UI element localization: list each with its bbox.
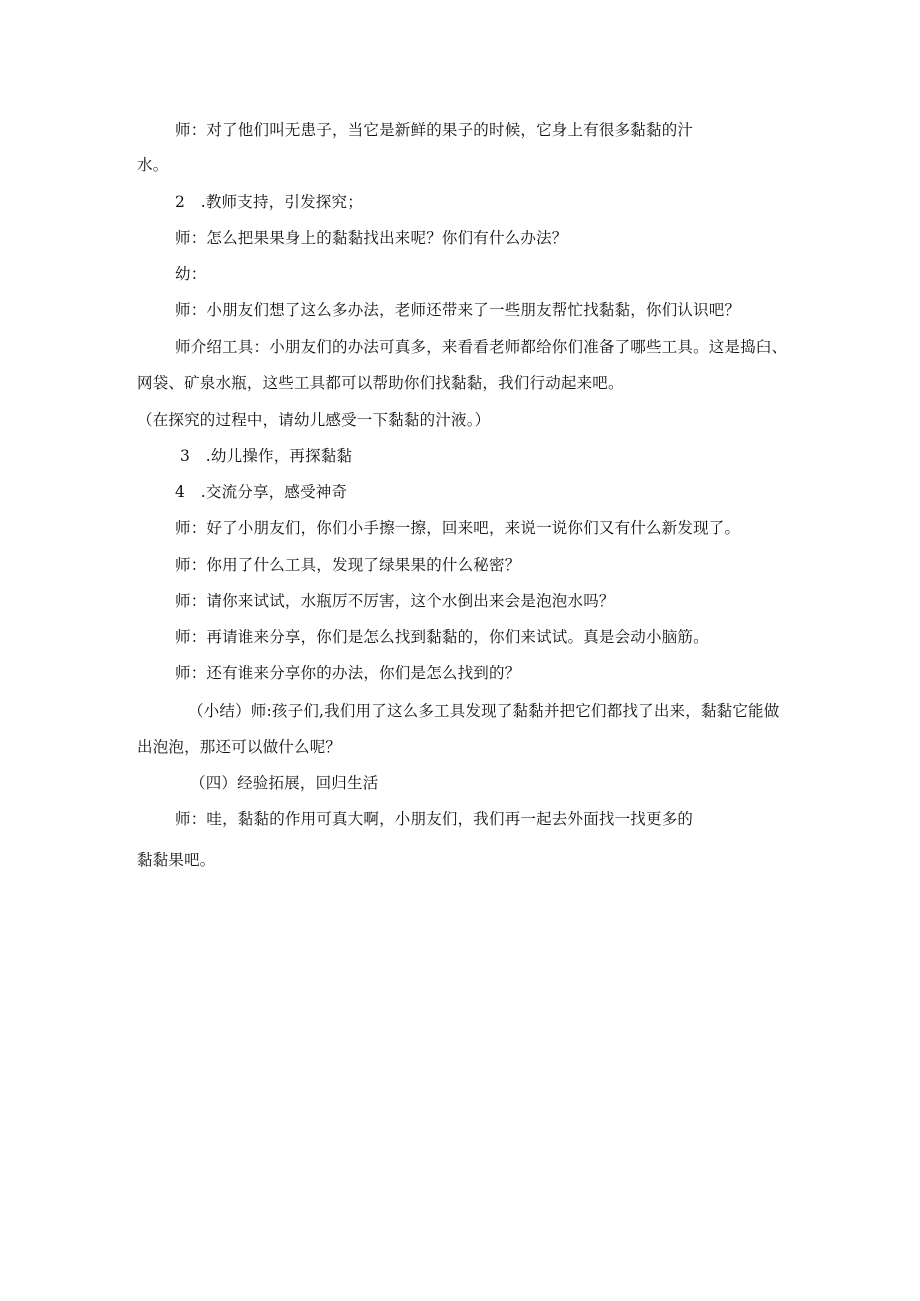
text-line: 师：对了他们叫无患子，当它是新鲜的果子的时候，它身上有很多黏黏的汁 [175,121,694,139]
text-line: 网袋、矿泉水瓶，这些工具都可以帮助你们找黏黏，我们行动起来吧。 [137,374,624,392]
text-line: 师：再请谁来分享，你们是怎么找到黏黏的，你们来试试。真是会动小脑筋。 [175,628,709,646]
text-line: 师介绍工具：小朋友们的办法可真多，来看看老师都给你们准备了哪些工具。这是捣臼、 [175,338,788,356]
text-line: 师：你用了什么工具，发现了绿果果的什么秘密？ [175,556,521,574]
text-line: 师：哇，黏黏的作用可真大啊，小朋友们，我们再一起去外面找一找更多的 [175,810,694,828]
text-line: 2 .教师支持，引发探究； [175,193,363,211]
text-line: 师：小朋友们想了这么多办法，老师还带来了一些朋友帮忙找黏黏，你们认识吧？ [175,301,741,319]
text-line: 幼： [175,265,207,283]
text-line: 水。 [137,156,169,174]
text-line: 黏黏果吧。 [137,851,216,869]
section-heading: （四）经验拓展，回归生活 [190,774,379,792]
text-line: 3 .幼儿操作，再探黏黏 [180,447,353,465]
text-line: 师：好了小朋友们，你们小手擦一擦，回来吧，来说一说你们又有什么新发现了。 [175,519,741,537]
text-line: 师：怎么把果果身上的黏黏找出来呢？你们有什么办法？ [175,229,568,247]
text-line: （小结）师:孩子们,我们用了这么多工具发现了黏黏并把它们都找了出来，黏黏它能做 [188,702,780,720]
text-line: 4 .交流分享，感受神奇 [175,483,348,501]
text-line: 师：还有谁来分享你的办法，你们是怎么找到的？ [175,664,521,682]
text-line: 出泡泡，那还可以做什么呢？ [137,738,342,756]
text-line: 师：请你来试试，水瓶厉不厉害，这个水倒出来会是泡泡水吗？ [175,592,615,610]
text-line: （在探究的过程中，请幼儿感受一下黏黏的汁液。） [137,411,491,429]
